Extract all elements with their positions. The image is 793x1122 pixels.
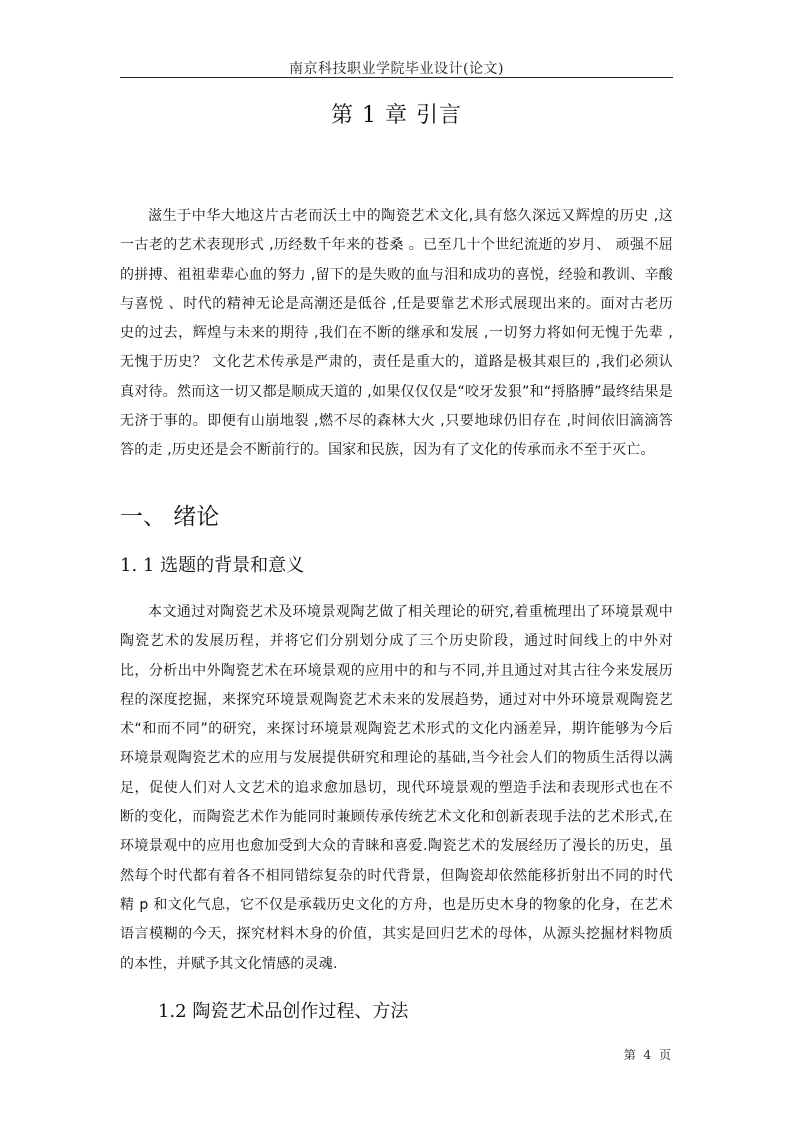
subsection-heading-1-1: 1. 1 选题的背景和意义 <box>120 555 305 576</box>
background-paragraph: 本文通过对陶瓷艺术及环境景观陶艺做了相关理论的研究,着重梳理出了环境景观中陶瓷艺术的发展历程，并将它们分别划分成了三个历史阶段，通过时间线上的中外对比，分析出中外陶瓷艺术在环境景观的应用中的和与不同,并且通过对其古往今来发展历程的深度挖掘，来探究环境景观陶瓷艺术未来的发展趋势，通过对中外环境景观陶瓷艺术“和而不同”的研究，来探讨环境景观陶瓷艺术形式的文化内涵差异，期许能够为今后环境景观陶瓷艺术的应用与发展提供研究和理论的基础,当今社会人们的物质生活得以满足，促使人们对人文艺术的追求愈加恳切，现代环境景观的塑造手法和表现形式也在不断的变化，而陶瓷艺术作为能同时兼顾传承传统艺术文化和创新表现手法的艺术形式,在环境景观中的应用也愈加受到大众的青睐和喜爱.陶瓷艺术的发展经历了漫长的历史，虽然每个时代都有着各不相同错综复杂的时代背景，但陶瓷却依然能移折射出不同的时代精 p 和文化气息，它不仅是承载历史文化的方舟，也是历史木身的物象的化身，在艺术语言模糊的今天，探究材料木身的价值，其实是回归艺术的母体，从源头挖掘材料物质的本性，并赋予其文化情感的灵魂. <box>120 604 673 972</box>
running-header: 南京科技职业学院毕业设计(论文) <box>289 61 504 77</box>
header-divider <box>120 77 673 78</box>
chapter-title: 第 1 章 引言 <box>331 103 462 128</box>
intro-paragraph: 滋生于中华大地这片古老而沃土中的陶瓷艺术文化,具有悠久深远又辉煌的历史 ,这一古老的艺术表现形式 ,历经数千年来的苍桑 。已至几十个世纪流逝的岁月、 顽强不屈的拼搏、祖祖辈辈心血的努力 ,留下的是失败的血与泪和成功的喜悦，经验和教训、辛酸与喜悦 、时代的精神无论是高潮还是低谷 ,任是要靠艺术形式展现出来的。面对古老历史的过去，辉煌与未来的期待 ,我们在不断的继承和发展 ,一切努力将如何无愧于先辈 ,无愧于历史？ 文化艺术传承是严肃的，责任是重大的，道路是极其艰巨的 ,我们必须认真对待。然而这一切又都是顺成天道的 ,如果仅仅仅是“咬牙发狠”和“捋胳膊”最终结果是无济于事的。即便有山崩地裂 ,燃不尽的森林大火 ,只要地球仍旧存在 ,时间依旧滴滴答答的走 ,历史还是会不断前行的。国家和民族，因为有了文化的传承而永不至于灭亡。 <box>120 208 673 459</box>
page-number: 第 4 页 <box>623 1048 673 1062</box>
section-heading: 一、 绪论 <box>120 504 220 530</box>
subsection-heading-1-2: 1.2 陶瓷艺术品创作过程、方法 <box>158 1001 409 1022</box>
